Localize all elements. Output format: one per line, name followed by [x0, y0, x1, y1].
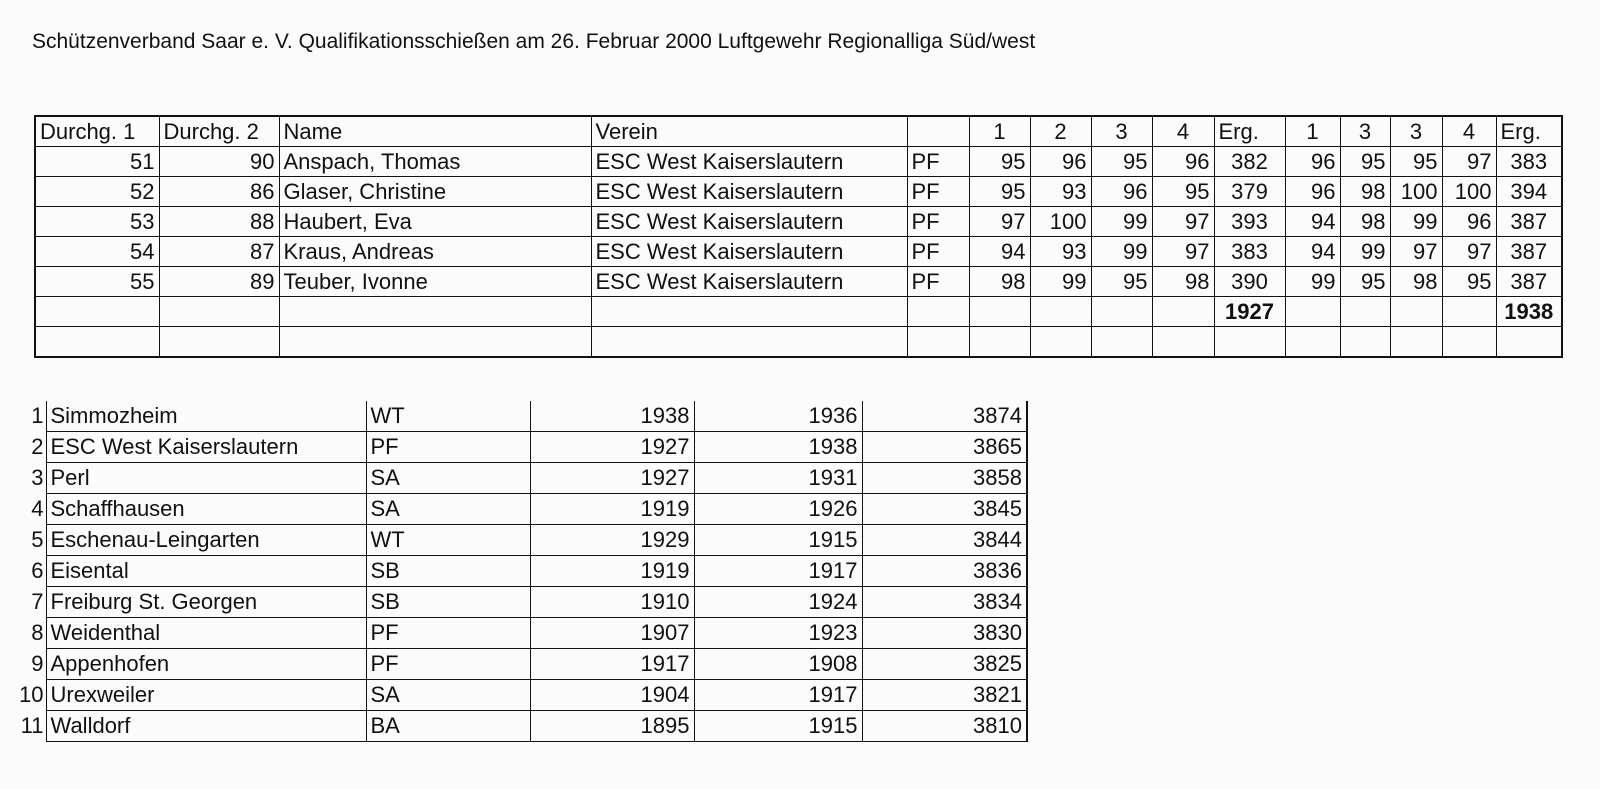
cell-erg1: 379	[1214, 177, 1285, 207]
ranking-row	[10, 711, 1027, 742]
empty-cell	[1091, 297, 1152, 327]
club-region: SA	[366, 463, 530, 494]
cell-score: 96	[1442, 207, 1496, 237]
club-name: Weidenthal	[46, 618, 366, 649]
cell-score: 97	[1390, 237, 1442, 267]
cell-score: 97	[1442, 147, 1496, 177]
cell-score: 94	[1285, 237, 1340, 267]
club-name: Eschenau-Leingarten	[46, 525, 366, 556]
score-durchg2: 1924	[694, 587, 862, 618]
empty-cell	[1442, 327, 1496, 358]
score-durchg2: 1917	[694, 556, 862, 587]
empty-cell	[969, 327, 1030, 358]
cell-verein: ESC West Kaiserslautern	[591, 177, 907, 207]
empty-cell	[1030, 327, 1091, 358]
club-region: PF	[366, 649, 530, 680]
empty-cell	[1340, 327, 1390, 358]
empty-cell	[1390, 327, 1442, 358]
cell-verein: ESC West Kaiserslautern	[591, 147, 907, 177]
header-series-2-2: 3	[1340, 116, 1390, 147]
cell-score: 93	[1030, 177, 1091, 207]
empty-cell	[907, 327, 969, 358]
cell-score: 100	[1442, 177, 1496, 207]
header-series-1: 1	[969, 116, 1030, 147]
empty-cell	[35, 297, 159, 327]
cell-score: 98	[1152, 267, 1214, 297]
empty-cell	[969, 297, 1030, 327]
club-name: Urexweiler	[46, 680, 366, 711]
club-name: Eisental	[46, 556, 366, 587]
cell-score: 97	[969, 207, 1030, 237]
cell-verein: ESC West Kaiserslautern	[591, 237, 907, 267]
cell-score: 95	[1152, 177, 1214, 207]
cell-name: Kraus, Andreas	[279, 237, 591, 267]
table-row	[35, 177, 1562, 207]
empty-cell	[279, 297, 591, 327]
empty-cell	[279, 327, 591, 358]
score-durchg1: 1907	[530, 618, 694, 649]
ranking-row	[10, 587, 1027, 618]
cell-verein: ESC West Kaiserslautern	[591, 267, 907, 297]
club-name: Freiburg St. Georgen	[46, 587, 366, 618]
cell-score: 99	[1091, 207, 1152, 237]
cell-code: PF	[907, 237, 969, 267]
cell-erg2: 383	[1496, 147, 1562, 177]
cell-durchg2: 90	[159, 147, 279, 177]
score-durchg2: 1938	[694, 432, 862, 463]
empty-cell	[1030, 297, 1091, 327]
rank-number: 5	[31, 527, 44, 552]
empty-cell	[1152, 297, 1214, 327]
cell-erg1: 393	[1214, 207, 1285, 237]
cell-score: 97	[1152, 207, 1214, 237]
cell-code: PF	[907, 267, 969, 297]
cell-score: 100	[1390, 177, 1442, 207]
score-durchg1: 1917	[530, 649, 694, 680]
club-name: Perl	[46, 463, 366, 494]
cell-durchg1: 53	[35, 207, 159, 237]
header-series-2-4: 4	[1442, 116, 1496, 147]
club-region: SA	[366, 680, 530, 711]
ranking-row	[10, 494, 1027, 525]
rank-number: 9	[31, 651, 44, 676]
empty-cell	[1152, 327, 1214, 358]
score-total: 3810	[862, 711, 1027, 742]
cell-score: 99	[1030, 267, 1091, 297]
cell-score: 97	[1442, 237, 1496, 267]
cell-score: 95	[1091, 147, 1152, 177]
header-series-2-3: 3	[1390, 116, 1442, 147]
club-region: BA	[366, 711, 530, 742]
header-durchg1: Durchg. 1	[35, 116, 159, 147]
club-name: Walldorf	[46, 711, 366, 742]
cell-score: 96	[1091, 177, 1152, 207]
score-durchg1: 1919	[530, 556, 694, 587]
cell-score: 99	[1340, 237, 1390, 267]
rank-number: 1	[31, 403, 44, 429]
cell-name: Glaser, Christine	[279, 177, 591, 207]
table-row	[35, 237, 1562, 267]
cell-name: Haubert, Eva	[279, 207, 591, 237]
cell-score: 97	[1152, 237, 1214, 267]
score-durchg2: 1915	[694, 525, 862, 556]
club-name: Simmozheim	[46, 401, 366, 432]
ranking-row	[10, 463, 1027, 494]
cell-score: 95	[1340, 267, 1390, 297]
ranking-row	[10, 525, 1027, 556]
empty-cell	[907, 297, 969, 327]
ranking-row	[10, 649, 1027, 680]
club-region: WT	[366, 525, 530, 556]
rank-number: 3	[31, 465, 44, 490]
ranking-row	[10, 432, 1027, 463]
cell-durchg2: 87	[159, 237, 279, 267]
cell-name: Anspach, Thomas	[279, 147, 591, 177]
rank-number: 4	[31, 496, 44, 521]
ranking-table	[10, 401, 1028, 742]
empty-cell	[1390, 297, 1442, 327]
header-series-2: 2	[1030, 116, 1091, 147]
cell-score: 95	[1091, 267, 1152, 297]
rank-number: 11	[20, 713, 44, 738]
score-durchg1: 1919	[530, 494, 694, 525]
header-series-2-1: 1	[1285, 116, 1340, 147]
empty-cell	[159, 327, 279, 358]
score-durchg2: 1931	[694, 463, 862, 494]
cell-verein: ESC West Kaiserslautern	[591, 207, 907, 237]
score-total: 3865	[862, 432, 1027, 463]
empty-cell	[1285, 327, 1340, 358]
score-durchg2: 1923	[694, 618, 862, 649]
score-total: 3825	[862, 649, 1027, 680]
cell-score: 98	[969, 267, 1030, 297]
empty-cell	[1091, 327, 1152, 358]
club-region: WT	[366, 401, 530, 432]
cell-score: 93	[1030, 237, 1091, 267]
score-durchg2: 1936	[694, 401, 862, 432]
score-total: 3858	[862, 463, 1027, 494]
cell-score: 96	[1030, 147, 1091, 177]
score-durchg2: 1917	[694, 680, 862, 711]
rank-number: 10	[19, 682, 44, 707]
score-durchg1: 1927	[530, 432, 694, 463]
rank-number: 6	[31, 558, 44, 583]
page-title: Schützenverband Saar e. V. Qualifikationsschießen am 26. Februar 2000 Luftgewehr Regionalliga Süd/west	[32, 30, 1036, 53]
club-name: Schaffhausen	[46, 494, 366, 525]
cell-code: PF	[907, 207, 969, 237]
cell-code: PF	[907, 147, 969, 177]
score-durchg2: 1926	[694, 494, 862, 525]
score-total: 3845	[862, 494, 1027, 525]
cell-score: 99	[1390, 207, 1442, 237]
score-total: 3844	[862, 525, 1027, 556]
header-series-3: 3	[1091, 116, 1152, 147]
empty-cell	[1442, 297, 1496, 327]
score-durchg1: 1938	[530, 401, 694, 432]
empty-cell	[1285, 297, 1340, 327]
score-total: 3836	[862, 556, 1027, 587]
score-total: 3874	[862, 401, 1027, 432]
cell-durchg2: 89	[159, 267, 279, 297]
header-name: Name	[279, 116, 591, 147]
cell-erg1: 390	[1214, 267, 1285, 297]
score-durchg1: 1929	[530, 525, 694, 556]
cell-durchg1: 54	[35, 237, 159, 267]
rank-number: 2	[31, 434, 44, 459]
cell-score: 96	[1285, 177, 1340, 207]
cell-erg1: 383	[1214, 237, 1285, 267]
table-row	[35, 267, 1562, 297]
score-durchg2: 1915	[694, 711, 862, 742]
empty-cell	[159, 297, 279, 327]
cell-score: 96	[1285, 147, 1340, 177]
participants-header-row	[35, 116, 1562, 147]
rank-number: 7	[31, 589, 44, 614]
club-name: Appenhofen	[46, 649, 366, 680]
cell-durchg1: 52	[35, 177, 159, 207]
cell-erg2: 387	[1496, 207, 1562, 237]
table-row	[35, 207, 1562, 237]
total-erg2: 1938	[1496, 297, 1562, 327]
cell-durchg2: 86	[159, 177, 279, 207]
empty-cell	[35, 327, 159, 358]
cell-score: 100	[1030, 207, 1091, 237]
club-region: PF	[366, 618, 530, 649]
score-durchg1: 1895	[530, 711, 694, 742]
table-row	[35, 147, 1562, 177]
empty-cell	[1496, 327, 1562, 358]
club-region: SA	[366, 494, 530, 525]
cell-score: 98	[1340, 207, 1390, 237]
cell-score: 95	[1442, 267, 1496, 297]
cell-erg2: 387	[1496, 267, 1562, 297]
empty-cell	[1214, 327, 1285, 358]
cell-score: 96	[1152, 147, 1214, 177]
score-durchg1: 1910	[530, 587, 694, 618]
cell-code: PF	[907, 177, 969, 207]
ranking-row	[10, 618, 1027, 649]
total-erg1: 1927	[1214, 297, 1285, 327]
header-erg-1: Erg.	[1214, 116, 1285, 147]
ranking-row	[10, 401, 1027, 432]
club-region: SB	[366, 587, 530, 618]
cell-score: 99	[1285, 267, 1340, 297]
cell-score: 95	[1390, 147, 1442, 177]
cell-erg2: 387	[1496, 237, 1562, 267]
header-code	[907, 116, 969, 147]
rank-number: 8	[31, 620, 44, 645]
header-series-4: 4	[1152, 116, 1214, 147]
score-durchg1: 1904	[530, 680, 694, 711]
ranking-row	[10, 680, 1027, 711]
cell-score: 95	[969, 177, 1030, 207]
score-durchg1: 1927	[530, 463, 694, 494]
score-total: 3834	[862, 587, 1027, 618]
cell-durchg2: 88	[159, 207, 279, 237]
cell-score: 98	[1340, 177, 1390, 207]
cell-score: 95	[969, 147, 1030, 177]
empty-cell	[591, 297, 907, 327]
club-name: ESC West Kaiserslautern	[46, 432, 366, 463]
cell-erg1: 382	[1214, 147, 1285, 177]
cell-name: Teuber, Ivonne	[279, 267, 591, 297]
cell-durchg1: 55	[35, 267, 159, 297]
empty-cell	[1340, 297, 1390, 327]
score-total: 3821	[862, 680, 1027, 711]
cell-score: 94	[969, 237, 1030, 267]
header-erg-2: Erg.	[1496, 116, 1562, 147]
empty-cell	[591, 327, 907, 358]
cell-score: 98	[1390, 267, 1442, 297]
header-durchg2: Durchg. 2	[159, 116, 279, 147]
cell-score: 99	[1091, 237, 1152, 267]
totals-row	[35, 297, 1562, 327]
ranking-row	[10, 556, 1027, 587]
cell-score: 94	[1285, 207, 1340, 237]
header-verein: Verein	[591, 116, 907, 147]
cell-score: 95	[1340, 147, 1390, 177]
score-durchg2: 1908	[694, 649, 862, 680]
participants-table	[34, 115, 1563, 358]
empty-row	[35, 327, 1562, 358]
cell-erg2: 394	[1496, 177, 1562, 207]
score-total: 3830	[862, 618, 1027, 649]
club-region: PF	[366, 432, 530, 463]
club-region: SB	[366, 556, 530, 587]
cell-durchg1: 51	[35, 147, 159, 177]
